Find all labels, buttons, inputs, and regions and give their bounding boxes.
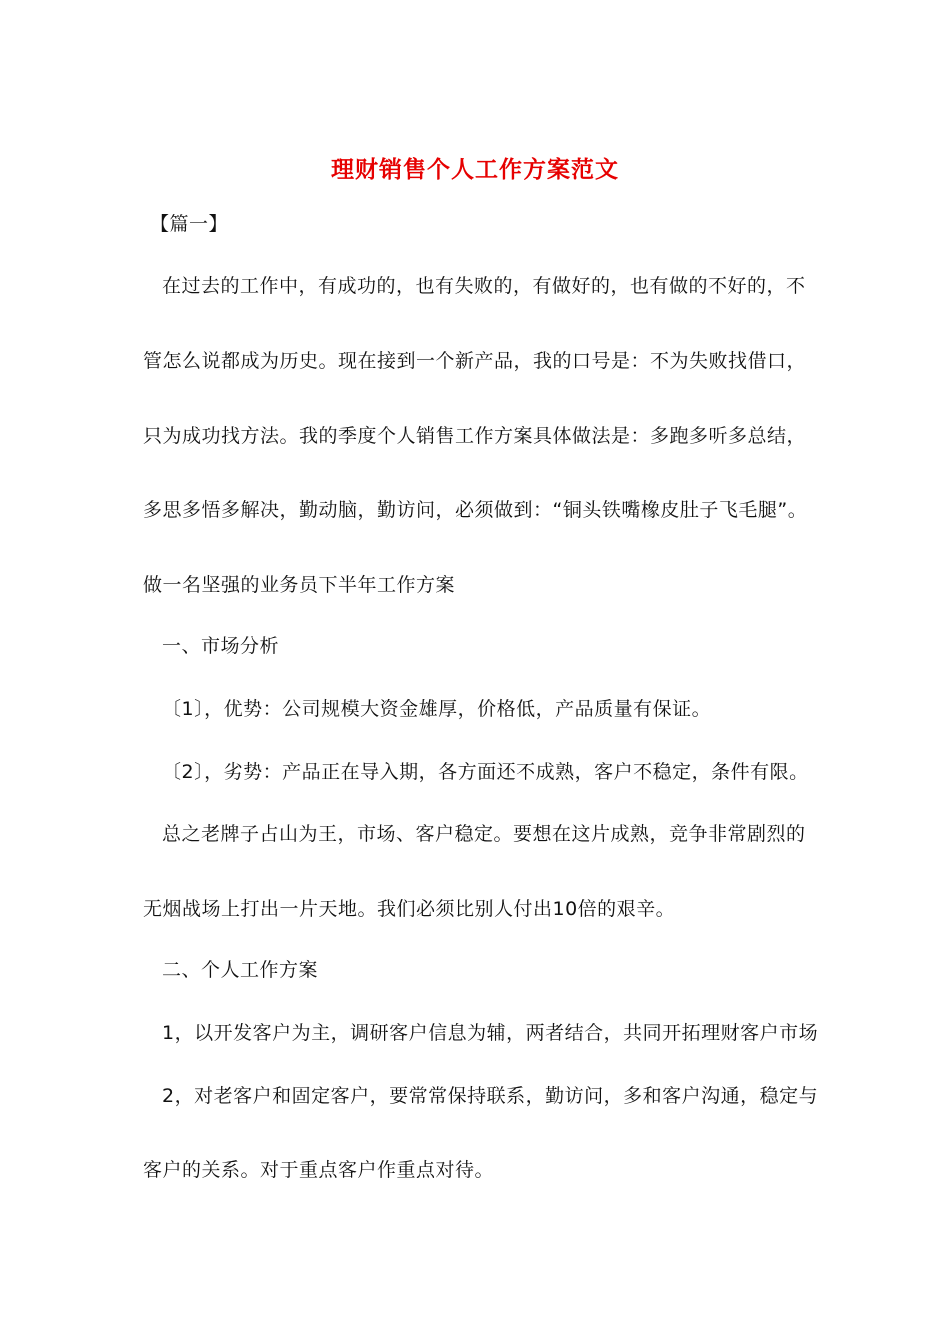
paragraph-line: 客户的关系。对于重点客户作重点对待。	[143, 1159, 495, 1181]
paragraph-line: 无烟战场上打出一片天地。我们必须比别人付出10倍的艰辛。	[143, 898, 676, 920]
paragraph-line: 1，以开发客户为主，调研客户信息为辅，两者结合，共同开拓理财客户市场	[162, 1022, 819, 1044]
paragraph-line: 总之老牌子占山为王，市场、客户稳定。要想在这片成熟，竞争非常剧烈的	[162, 823, 806, 845]
paragraph-line: 在过去的工作中，有成功的，也有失败的，有做好的，也有做的不好的，不	[162, 275, 806, 297]
paragraph-line: 〔1〕，优势：公司规模大资金雄厚，价格低，产品质量有保证。	[162, 698, 712, 720]
paragraph-line: 管怎么说都成为历史。现在接到一个新产品，我的口号是：不为失败找借口，	[143, 350, 807, 372]
document-title: 理财销售个人工作方案范文	[331, 156, 619, 183]
section-heading-market-analysis: 一、市场分析	[162, 635, 280, 657]
section-heading-part-one: 【篇一】	[150, 213, 229, 235]
subtitle-line: 做一名坚强的业务员下半年工作方案	[143, 574, 456, 596]
paragraph-line: 〔2〕，劣势：产品正在导入期，各方面还不成熟，客户不稳定，条件有限。	[162, 761, 809, 783]
paragraph-line: 多思多悟多解决，勤动脑，勤访问，必须做到：“铜头铁嘴橡皮肚子飞毛腿”。	[143, 499, 808, 521]
paragraph-line: 只为成功找方法。我的季度个人销售工作方案具体做法是：多跑多听多总结，	[143, 425, 807, 447]
paragraph-line: 2，对老客户和固定客户，要常常保持联系，勤访问，多和客户沟通，稳定与	[162, 1085, 819, 1107]
section-heading-personal-plan: 二、个人工作方案	[162, 959, 319, 981]
